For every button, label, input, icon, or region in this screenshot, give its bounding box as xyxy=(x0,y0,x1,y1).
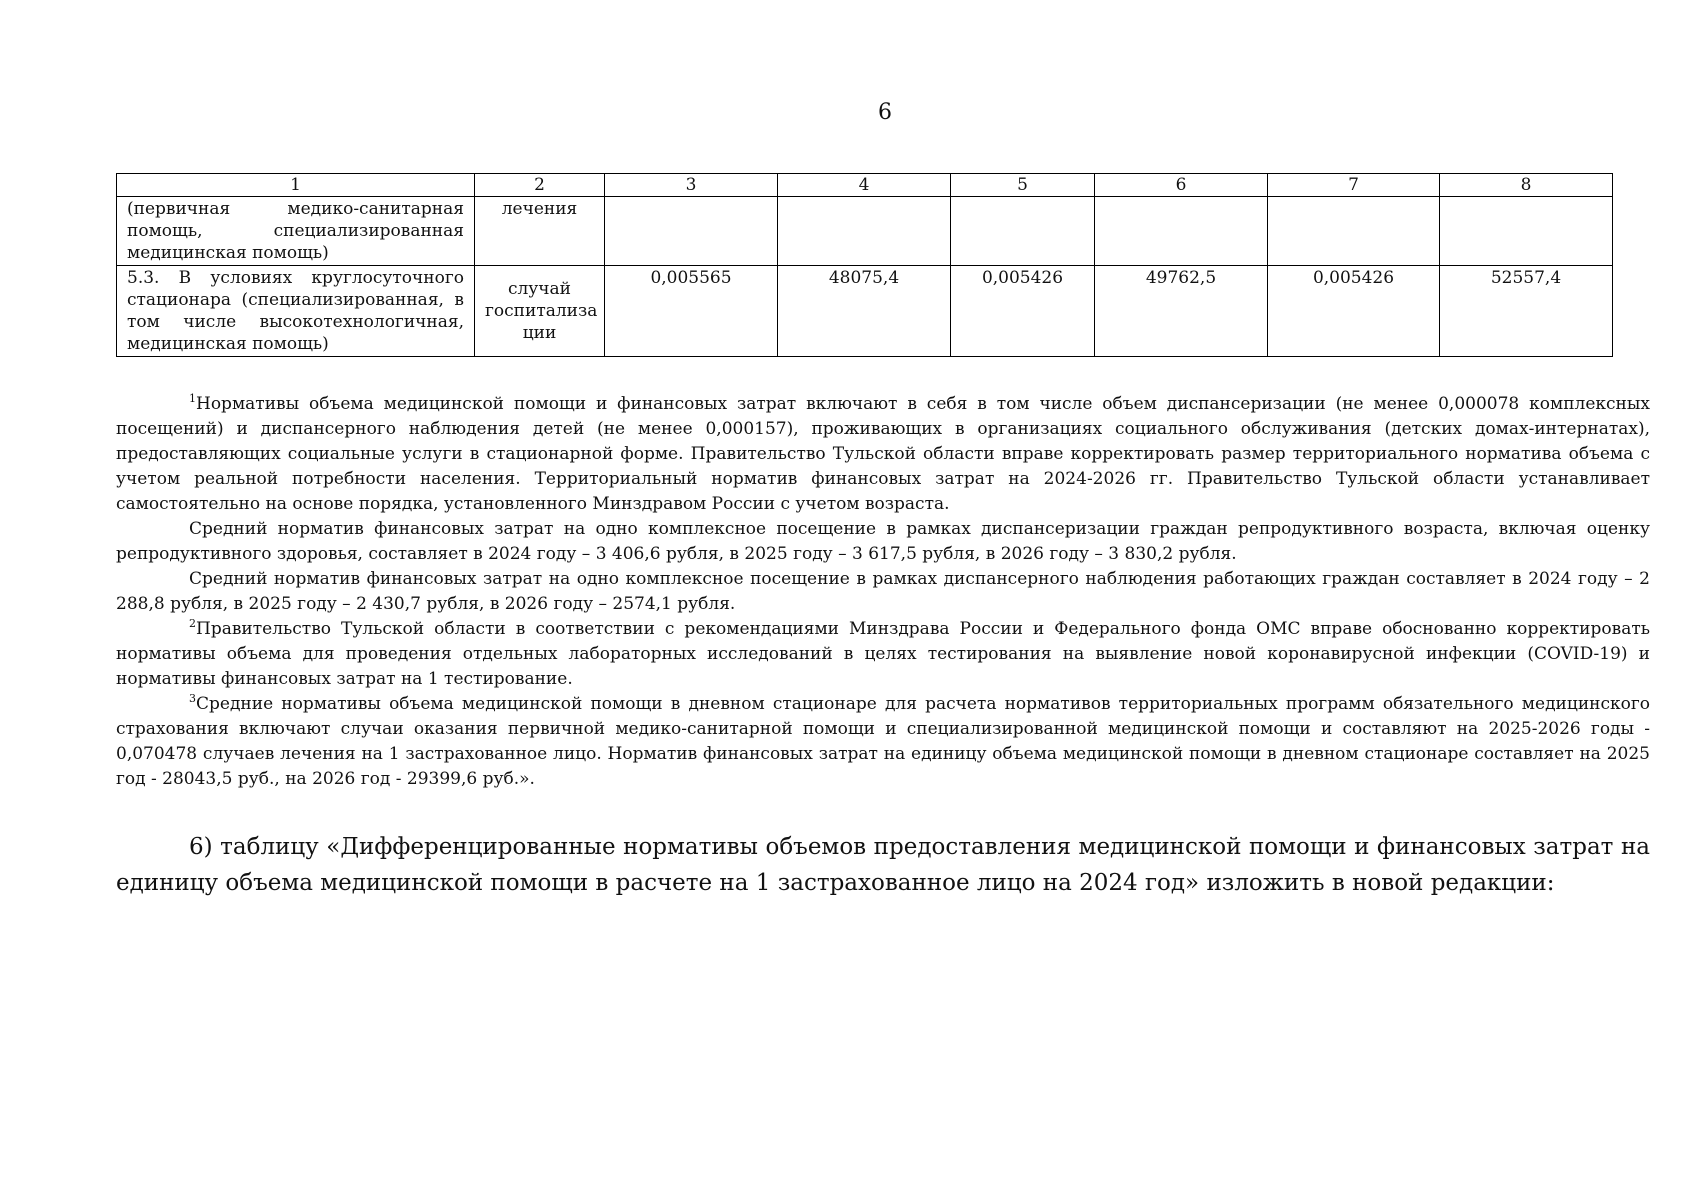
footnote-1 xyxy=(116,392,1650,517)
value-cell xyxy=(951,197,1095,266)
table-header-cell: 2 xyxy=(475,174,605,197)
value-cell xyxy=(1440,197,1613,266)
footnote-text: Средний норматив финансовых затрат на одно комплексное посещение в рамках диспансеризации граждан репродуктивного возраста, включая оценку репродуктивного здоровья, составляет в 2024 году – 3 406,6 рубля, в 2025 году – 3 617,5 рубля, в 2026 году – 3 830,2 рубля. xyxy=(116,519,1650,564)
value-cell xyxy=(1268,197,1440,266)
row-name-cell: 5.3. В условиях круглосуточного стационара (специализированная, в том числе высокотехнологичная, медицинская помощь) xyxy=(117,266,475,357)
table-row xyxy=(117,266,1613,357)
footnote-marker: 3 xyxy=(189,692,196,705)
value-cell: 52557,4 xyxy=(1440,266,1613,357)
row-name-cell: (первичная медико-санитарная помощь, специализированная медицинская помощь) xyxy=(117,197,475,266)
table-header-cell: 1 xyxy=(117,174,475,197)
table-header-cell: 5 xyxy=(951,174,1095,197)
value-cell xyxy=(605,197,778,266)
table-header-cell: 6 xyxy=(1095,174,1268,197)
row-unit-cell: лечения xyxy=(475,197,605,266)
footnotes xyxy=(116,392,1650,792)
value-cell xyxy=(778,197,951,266)
page-number: 6 xyxy=(878,100,892,125)
main-paragraph: 6) таблицу «Дифференцированные нормативы объемов предоставления медицинской помощи и финансовых затрат на единицу объема медицинской помощи в расчете на 1 застрахованное лицо на 2024 год» изложить в новой редакции: xyxy=(116,834,1650,896)
table-header-row xyxy=(117,174,1613,197)
footnote-paragraph xyxy=(116,567,1650,617)
table-header-cell: 3 xyxy=(605,174,778,197)
value-cell: 0,005426 xyxy=(1268,266,1440,357)
footnote-text: Правительство Тульской области в соответствии с рекомендациями Минздрава России и Федерального фонда ОМС вправе обоснованно корректировать нормативы объема для проведения отдельных лабораторных исследований в целях тестирования на выявление новой коронавирусной инфекции (COVID-19) и нормативы финансовых затрат на 1 тестирование. xyxy=(116,619,1650,689)
footnote-marker: 1 xyxy=(189,392,196,405)
value-cell xyxy=(1095,197,1268,266)
footnote-text: Средний норматив финансовых затрат на одно комплексное посещение в рамках диспансерного наблюдения работающих граждан составляет в 2024 году – 2 288,8 рубля, в 2025 году – 2 430,7 рубля, в 2026 году – 2574,1 рубля. xyxy=(116,569,1650,614)
footnote-2 xyxy=(116,617,1650,692)
table-header-cell: 4 xyxy=(778,174,951,197)
footnote-marker: 2 xyxy=(189,617,196,630)
value-cell: 0,005426 xyxy=(951,266,1095,357)
table-header-cell: 7 xyxy=(1268,174,1440,197)
value-cell: 48075,4 xyxy=(778,266,951,357)
table-header-cell: 8 xyxy=(1440,174,1613,197)
footnote-text: Нормативы объема медицинской помощи и финансовых затрат включают в себя в том числе объем диспансеризации (не менее 0,000078 комплексных посещений) и диспансерного наблюдения детей (не менее 0,000157), проживающих в организациях социального обслуживания (детских домах-интернатах), предоставляющих социальные услуги в стационарной форме. Правительство Тульской области вправе корректировать размер территориального норматива объема с учетом реальной потребности населения. Территориальный норматив финансовых затрат на 2024-2026 гг. Правительство Тульской области устанавливает самостоятельно на основе порядка, установленного Минздравом России с учетом возраста. xyxy=(116,394,1650,514)
row-unit-cell: случай госпитализа ции xyxy=(475,266,605,357)
footnote-text: Средние нормативы объема медицинской помощи в дневном стационаре для расчета нормативов территориальных программ обязательного медицинского страхования включают случаи оказания первичной медико-санитарной помощи и специализированной медицинской помощи и составляют на 2025-2026 годы - 0,070478 случаев лечения на 1 застрахованное лицо. Норматив финансовых затрат на единицу объема медицинской помощи в дневном стационаре составляет на 2025 год - 28043,5 руб., на 2026 год - 29399,6 руб.». xyxy=(116,694,1650,789)
footnote-3 xyxy=(116,692,1650,792)
footnote-paragraph xyxy=(116,517,1650,567)
value-cell: 49762,5 xyxy=(1095,266,1268,357)
value-cell: 0,005565 xyxy=(605,266,778,357)
table-row xyxy=(117,197,1613,266)
normatives-table xyxy=(116,173,1613,357)
